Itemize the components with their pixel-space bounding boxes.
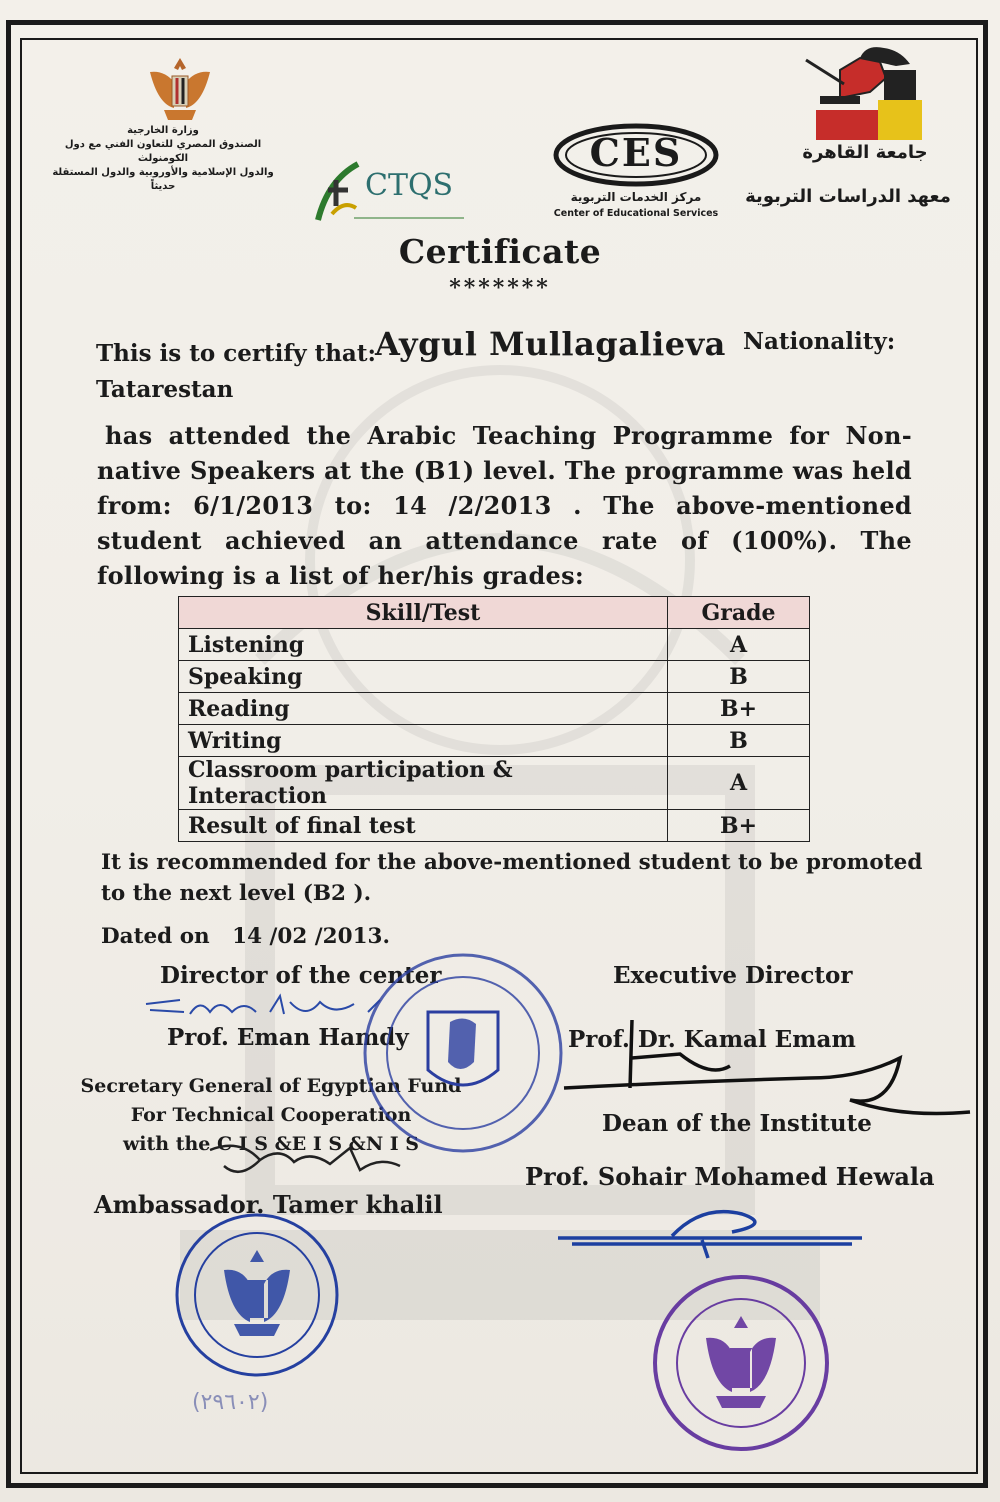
table-row — [179, 661, 810, 693]
table-row — [179, 810, 810, 842]
institute-label: معهد الدراسات التربوية — [745, 186, 951, 207]
table-row — [179, 629, 810, 661]
recommendation-line2: to the next level (B2 ). — [101, 881, 372, 906]
ces-logo-text: CES — [589, 130, 683, 175]
grades-table — [178, 596, 810, 842]
skill-cell: Classroom participation & Interaction — [179, 757, 668, 810]
grade-cell: A — [668, 629, 810, 661]
university-stamp-icon — [650, 1272, 832, 1454]
fund-stamp-icon — [172, 1210, 342, 1380]
dean-name: Prof. Sohair Mohamed Hewala — [525, 1162, 935, 1191]
nationality-label: Nationality: — [743, 328, 896, 355]
foreign-ministry-label: وزارة الخارجية — [127, 125, 199, 136]
certificate-title: Certificate — [398, 232, 602, 271]
egyptian-fund-line2: والدول الإسلامية والأوروبية والدول المستقلة حديثاً — [52, 167, 274, 192]
table-header-row — [179, 597, 810, 629]
grade-cell: B — [668, 725, 810, 757]
ambassador-signature-icon — [200, 1136, 420, 1184]
skill-cell: Listening — [179, 629, 668, 661]
secretary-line3: with the C I S &E I S &N I S — [122, 1133, 420, 1155]
cairo-university-label: جامعة القاهرة — [802, 142, 928, 163]
dated-label: Dated on 14 /02 /2013. — [101, 924, 390, 949]
table-row — [179, 725, 810, 757]
skill-cell: Speaking — [179, 661, 668, 693]
programme-text: has attended the Arabic Teaching Programme for Non-native Speakers at the (B1) level. The programme was held from: 6/1/2013 to: 14 /2/2013 . The above-mentioned student achieved an attendance rate of (100%). The following is a list of her/his grades: — [97, 421, 912, 590]
skill-cell: Result of final test — [179, 810, 668, 842]
ces-english-label: Center of Educational Services — [553, 208, 719, 219]
grade-column-header: Grade — [668, 597, 810, 629]
grade-cell: A — [668, 757, 810, 810]
skill-cell: Writing — [179, 725, 668, 757]
nationality-value: Tatarestan — [96, 376, 234, 403]
title-stars: ******* — [449, 275, 551, 301]
egyptian-fund-line1: الصندوق المصري للتعاون الفني مع دول الكومنولث — [64, 139, 262, 164]
secretary-line2: For Technical Cooperation — [130, 1104, 412, 1126]
grade-cell: B+ — [668, 810, 810, 842]
programme-paragraph — [97, 418, 912, 593]
dean-signature-icon — [552, 1200, 872, 1260]
handwritten-number: (٢٩٦٠٢) — [192, 1390, 269, 1415]
recommendation-line1: It is recommended for the above-mentioned student to be promoted — [101, 850, 923, 875]
executive-director-name: Prof. Dr. Kamal Emam — [568, 1026, 856, 1053]
director-name: Prof. Eman Hamdy — [167, 1024, 409, 1051]
ambassador-name: Ambassador. Tamer khalil — [94, 1190, 443, 1219]
table-row — [179, 757, 810, 810]
grade-cell: B+ — [668, 693, 810, 725]
ces-arabic-label: مركز الخدمات التربوية — [570, 190, 702, 204]
egypt-eagle-icon — [146, 52, 214, 124]
dean-title: Dean of the Institute — [602, 1110, 872, 1137]
director-title: Director of the center — [160, 962, 442, 989]
center-stamp-icon — [360, 950, 566, 1156]
skill-column-header: Skill/Test — [179, 597, 668, 629]
ctqs-logo-text: CTQS — [365, 168, 454, 203]
skill-cell: Reading — [179, 693, 668, 725]
table-row — [179, 693, 810, 725]
secretary-line1: Secretary General of Egyptian Fund — [80, 1075, 462, 1097]
certify-label: This is to certify that: — [96, 340, 376, 367]
cairo-university-logo-icon — [800, 40, 930, 144]
grade-cell: B — [668, 661, 810, 693]
student-name: Aygul Mullagalieva — [375, 325, 726, 363]
executive-director-title: Executive Director — [613, 962, 853, 989]
